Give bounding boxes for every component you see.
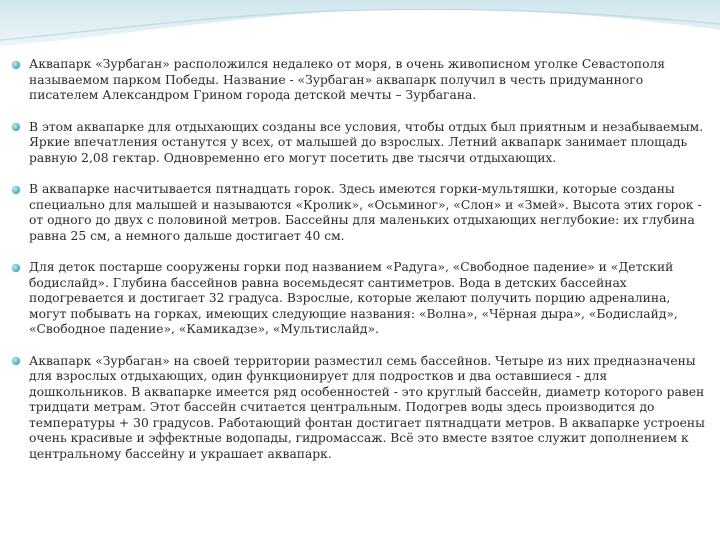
bullet-text: В аквапарке насчитывается пятнадцать горок. Здесь имеются горки-мультяшки, которые созданы специально для малышей и называются «Кролик», «Осьминог», «Слон» и «Змей». Высота этих горок - от одного до двух с половиной метров. Бассейны для маленьких отдыхающих неглубокие: их глубина равна 25 см, а немного дальше достигает 40 см. bbox=[29, 182, 702, 243]
bullet-text: Для деток постарше сооружены горки под названием «Радуга», «Свободное падение» и «Детский бодислайд». Глубина бассейнов равна восемьдесят сантиметров. Вода в детских бассейнах подогревается и достигает 32 градуса. Взрослые, которые желают получить порцию адреналина, могут побывать на горках, имеющих следующие названия: «Волна», «Чёрная дыра», «Бодислайд», «Свободное падение», «Камикадзе», «Мультислайд». bbox=[29, 260, 678, 336]
bullet-item bbox=[12, 57, 708, 104]
bullet-text: В этом аквапарке для отдыхающих созданы все условия, чтобы отдых был приятным и незабываемым. Яркие впечатления останутся у всех, от малышей до взрослых. Летний аквапарк занимает площадь равную 2,08 гектар. Одновременно его могут посетить две тысячи отдыхающих. bbox=[29, 119, 704, 165]
bullet-item bbox=[12, 182, 708, 244]
bullet-dot-icon bbox=[12, 357, 20, 365]
bullet-text: Аквапарк «Зурбаган» на своей территории разместил семь бассейнов. Четыре из них предназначены для взрослых отдыхающих, один функционирует для подростков и два оставшиеся - для дошкольников. В аквапарке имеется ряд особенностей - это круглый бассейн, диаметр которого равен тридцати метрам. Этот бассейн считается центральным. Подогрев воды здесь производится до температуры + 30 градусов. Работающий фонтан достигает пятнадцати метров. В аквапарке устроены очень красивые и эффектные водопады, гидромассаж. Всё это вместе взятое служит дополнением к центральному бассейну и украшает аквапарк. bbox=[29, 353, 705, 461]
bullet-dot-icon bbox=[12, 186, 20, 194]
bullet-dot-icon bbox=[12, 264, 20, 272]
bullet-dot-icon bbox=[12, 61, 20, 69]
decorative-top-wave bbox=[0, 0, 720, 60]
bullet-item bbox=[12, 354, 708, 463]
bullet-text: Аквапарк «Зурбаган» расположился недалеко от моря, в очень живописном уголке Севастополя называемом парком Победы. Название - «Зурбаган» аквапарк получил в честь придуманного писателем Александром Грином города детской мечты – Зурбагана. bbox=[29, 57, 666, 102]
bullet-item bbox=[12, 120, 708, 167]
bullet-dot-icon bbox=[12, 123, 20, 131]
bullet-list bbox=[12, 57, 708, 462]
bullet-item bbox=[12, 260, 708, 338]
